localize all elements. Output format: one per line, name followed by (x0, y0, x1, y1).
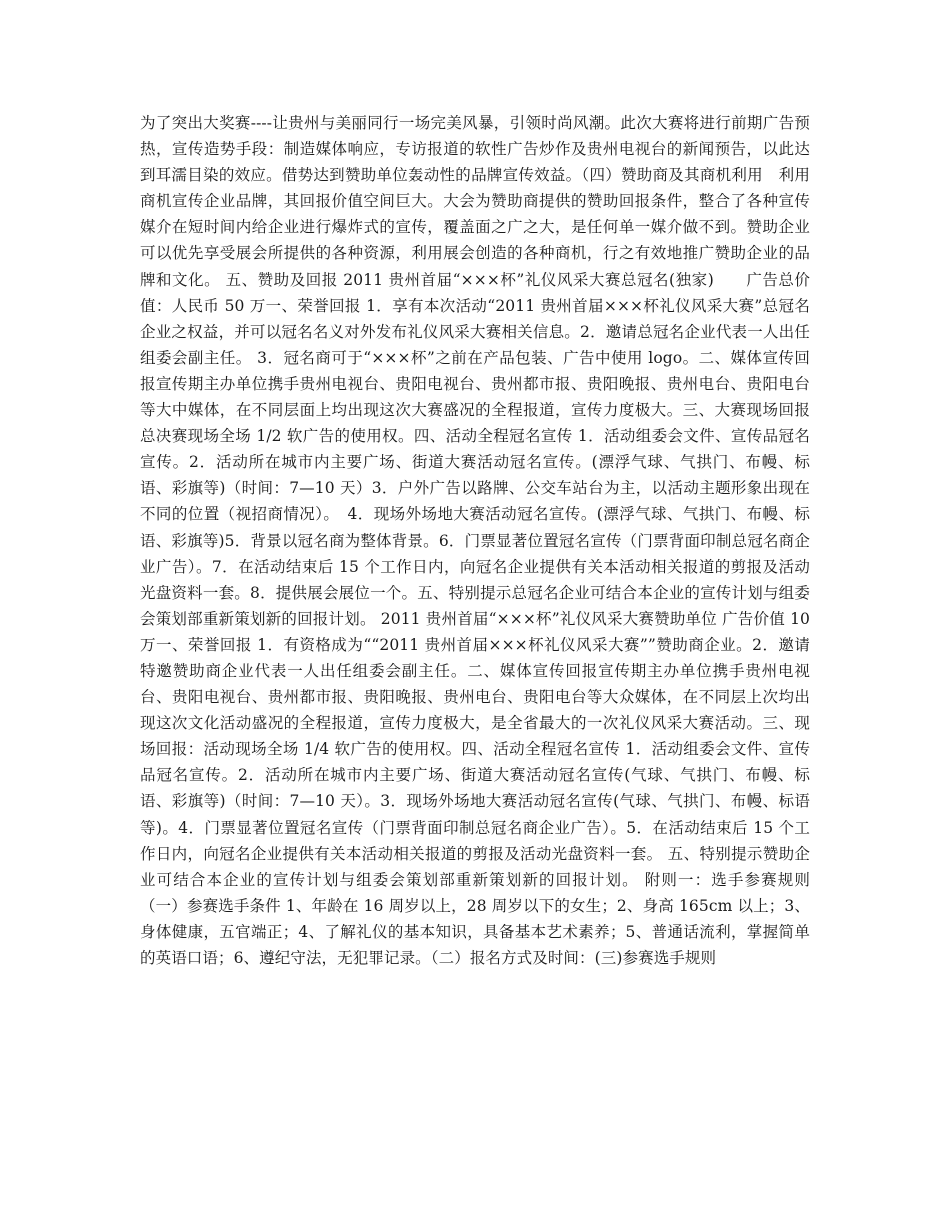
body-paragraph: 为了突出大奖赛----让贵州与美丽同行一场完美风暴，引领时尚风潮。此次大赛将进行前期广告预热，宣传造势手段：制造媒体响应，专访报道的软性广告炒作及贵州电视台的新闻预告，以此达到耳濡目染的效应。借势达到赞助单位轰动性的品牌宣传效益。（四）赞助商及其商机利用 利用商机宣传企业品牌，其回报价值空间巨大。大会为赞助商提供的赞助回报条件，整合了各种宣传媒介在短时间内给企业进行爆炸式的宣传，覆盖面之广之大，是任何单一媒介做不到。赞助企业可以优先享受展会所提供的各种资源，利用展会创造的各种商机，行之有效地推广赞助企业的品牌和文化。 五、赞助及回报 2011 贵州首届“×××杯”礼仪风采大赛总冠名(独家) 广告总价值：人民币 50 万一、荣誉回报 1．享有本次活动“2011 贵州首届×××杯礼仪风采大赛”总冠名企业之权益，并可以冠名名义对外发布礼仪风采大赛相关信息。2．邀请总冠名企业代表一人出任组委会副主任。 3．冠名商可于“×××杯”之前在产品包装、广告中使用 logo。二、媒体宣传回报宣传期主办单位携手贵州电视台、贵阳电视台、贵州都市报、贵阳晚报、贵州电台、贵阳电台等大中媒体，在不同层面上均出现这次大赛盛况的全程报道，宣传力度极大。三、大赛现场回报总决赛现场全场 1/2 软广告的使用权。四、活动全程冠名宣传 1．活动组委会文件、宣传品冠名宣传。2．活动所在城市内主要广场、街道大赛活动冠名宣传。(漂浮气球、气拱门、布幔、标语、彩旗等)（时间：7—10 天）3．户外广告以路牌、公交车站台为主，以活动主题形象出现在不同的位置（视招商情况）。 4．现场外场地大赛活动冠名宣传。(漂浮气球、气拱门、布幔、标语、彩旗等)5．背景以冠名商为整体背景。6．门票显著位置冠名宣传（门票背面印制总冠名商企业广告）。7．在活动结束后 15 个工作日内，向冠名企业提供有关本活动相关报道的剪报及活动光盘资料一套。8．提供展会展位一个。五、特别提示总冠名企业可结合本企业的宣传计划与组委会策划部重新策划新的回报计划。 2011 贵州首届“×××杯”礼仪风采大赛赞助单位 广告价值 10 万一、荣誉回报 1．有资格成为““2011 贵州首届×××杯礼仪风采大赛””赞助商企业。2．邀请特邀赞助商企业代表一人出任组委会副主任。二、媒体宣传回报宣传期主办单位携手贵州电视台、贵阳电视台、贵州都市报、贵阳晚报、贵州电台、贵阳电台等大众媒体，在不同层上次均出现这次文化活动盛况的全程报道，宣传力度极大，是全省最大的一次礼仪风采大赛活动。三、现场回报：活动现场全场 1/4 软广告的使用权。四、活动全程冠名宣传 1．活动组委会文件、宣传品冠名宣传。2．活动所在城市内主要广场、街道大赛活动冠名宣传(气球、气拱门、布幔、标语、彩旗等)（时间：7—10 天）。3．现场外场地大赛活动冠名宣传(气球、气拱门、布幔、标语等)。4．门票显著位置冠名宣传（门票背面印制总冠名商企业广告）。5．在活动结束后 15 个工作日内，向冠名企业提供有关本活动相关报道的剪报及活动光盘资料一套。 五、特别提示赞助企业可结合本企业的宣传计划与组委会策划部重新策划新的回报计划。 附则一：选手参赛规则 （一）参赛选手条件 1、年龄在 16 周岁以上，28 周岁以下的女生；2、身高 165cm 以上；3、身体健康，五官端正；4、了解礼仪的基本知识，具备基本艺术素养；5、普通话流利，掌握简单的英语口语；6、遵纪守法，无犯罪记录。（二）报名方式及时间：(三)参赛选手规则 (140, 114, 810, 967)
document-body (140, 110, 810, 971)
